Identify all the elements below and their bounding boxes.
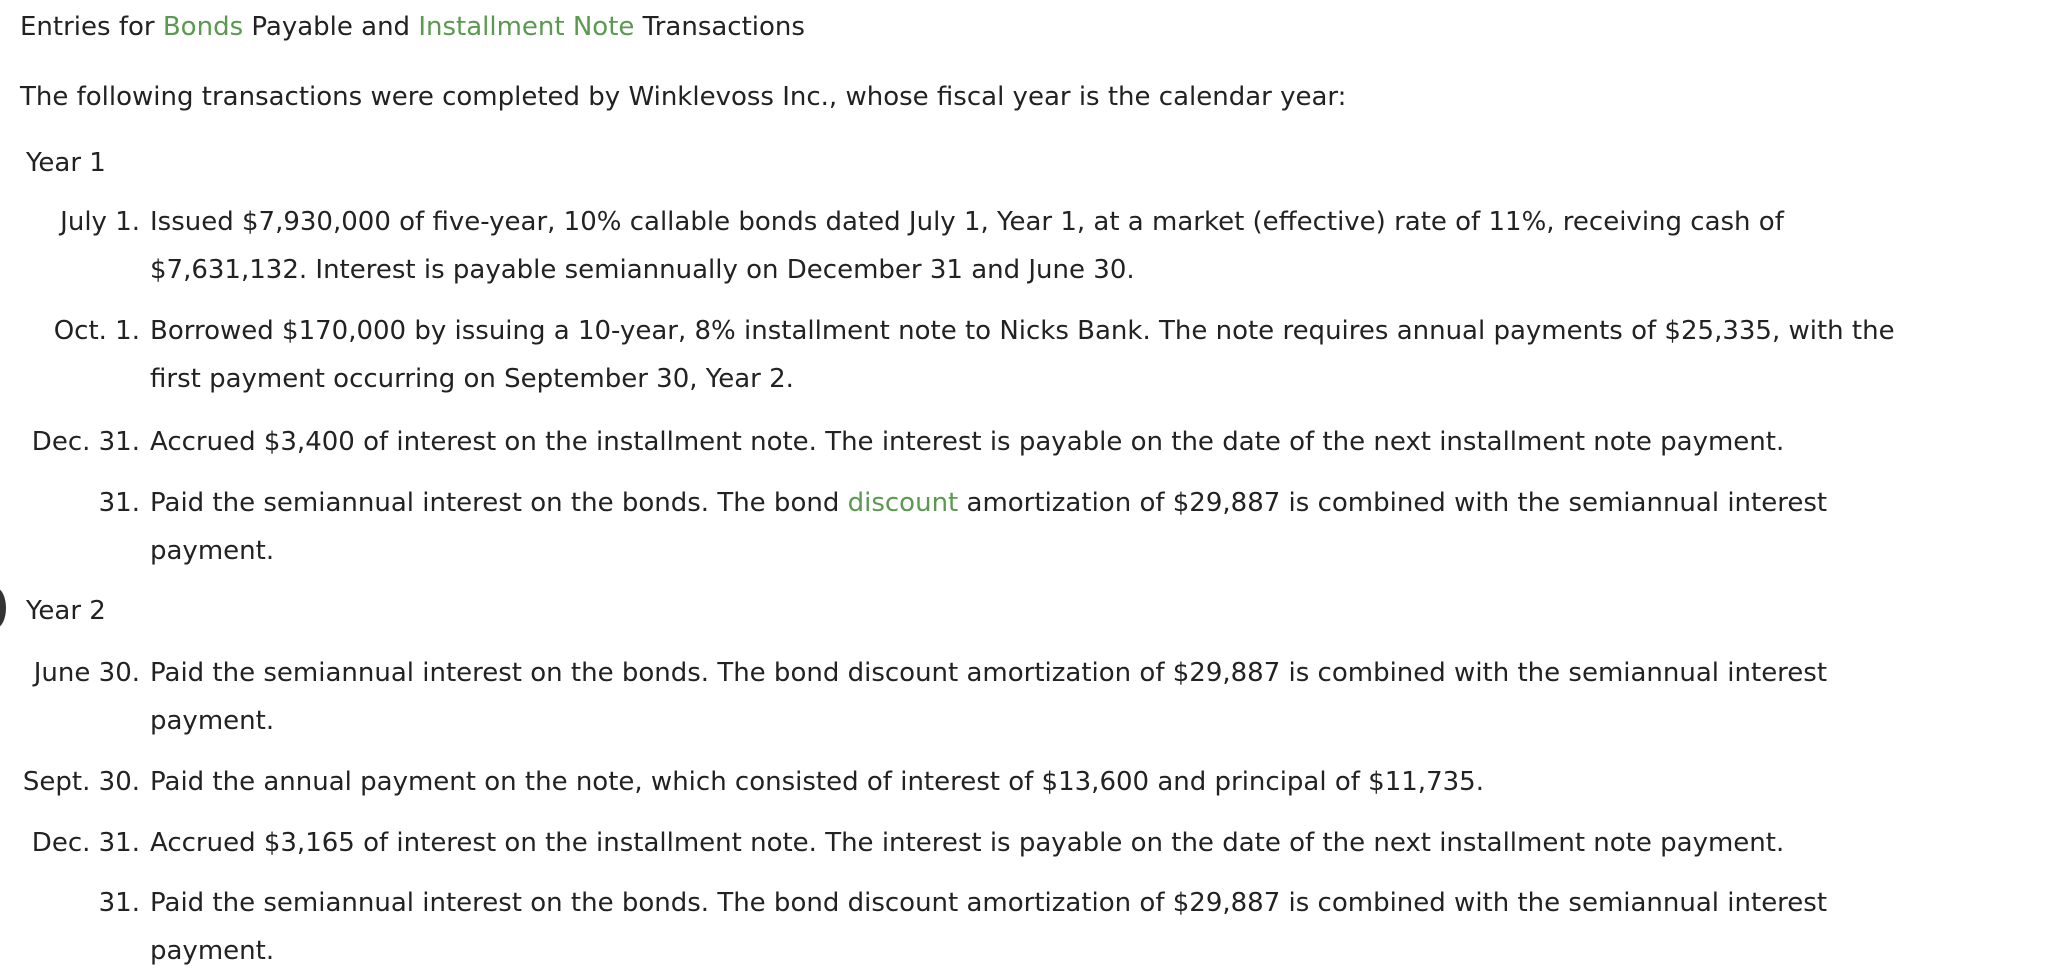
transaction-date: Dec. 31. [31,427,140,457]
description-text: amortization of $29,887 is combined with the semiannual interest [958,488,1828,518]
description-line: Accrued $3,165 of interest on the installment note. The interest is payable on the date of the next installment note payment. [150,828,1785,858]
description-line: Paid the annual payment on the note, which consisted of interest of $13,600 and principal of $11,735. [150,767,1484,797]
transaction-description [150,819,1784,867]
title-text-2: Payable and [243,12,419,42]
description-line: Borrowed $170,000 by issuing a 10-year, 8% installment note to Nicks Bank. The note requires annual payments of $25,335, with the [150,316,1895,346]
transaction-description [150,649,1827,745]
description-line: Accrued $3,400 of interest on the installment note. The interest is payable on the date of the next installment note payment. [150,427,1785,457]
intro-paragraph: The following transactions were completed by Winklevoss Inc., whose fiscal year is the calendar year: [20,82,1347,112]
transaction-date: July 1. [60,207,140,237]
transaction-date: 31. [98,888,140,918]
description-line: Paid the semiannual interest on the bonds. The bond discount amortization of $29,887 is combined with the semiannual interest [150,658,1828,688]
year-1-heading: Year 1 [26,148,106,178]
description-line: $7,631,132. Interest is payable semiannually on December 31 and June 30. [150,255,1135,285]
title-text-1: Entries for [20,12,163,42]
title-text-3: Transactions [634,12,805,42]
description-line: Paid the semiannual interest on the bonds. The bond discount amortization of $29,887 is combined with the semiannual interest [150,888,1828,918]
description-line: payment. [150,936,275,966]
transaction-date: Oct. 1. [53,316,140,346]
description-line: payment. [150,536,275,566]
description-line [150,479,1827,527]
transaction-description [150,307,1895,403]
transaction-date: Sept. 30. [22,767,140,797]
description-line: payment. [150,706,275,736]
bonds-link[interactable]: Bonds [162,12,244,42]
transaction-description [150,198,1784,294]
transaction-description [150,879,1827,975]
edge-tab-marker [0,588,6,628]
discount-link[interactable]: discount [847,488,959,518]
description-text: Paid the semiannual interest on the bonds. The bond [150,488,848,518]
year-2-heading: Year 2 [26,596,106,626]
transaction-date: June 30. [33,658,140,688]
page-title [20,10,805,44]
transaction-date: Dec. 31. [31,828,140,858]
description-line: Issued $7,930,000 of five-year, 10% callable bonds dated July 1, Year 1, at a market (effective) rate of 11%, receiving cash of [150,207,1784,237]
transaction-date: 31. [98,488,140,518]
installment-note-link[interactable]: Installment Note [418,12,635,42]
description-line: first payment occurring on September 30, Year 2. [150,364,794,394]
transaction-description [150,758,1484,806]
transaction-description [150,418,1784,466]
transaction-description [150,479,1827,575]
